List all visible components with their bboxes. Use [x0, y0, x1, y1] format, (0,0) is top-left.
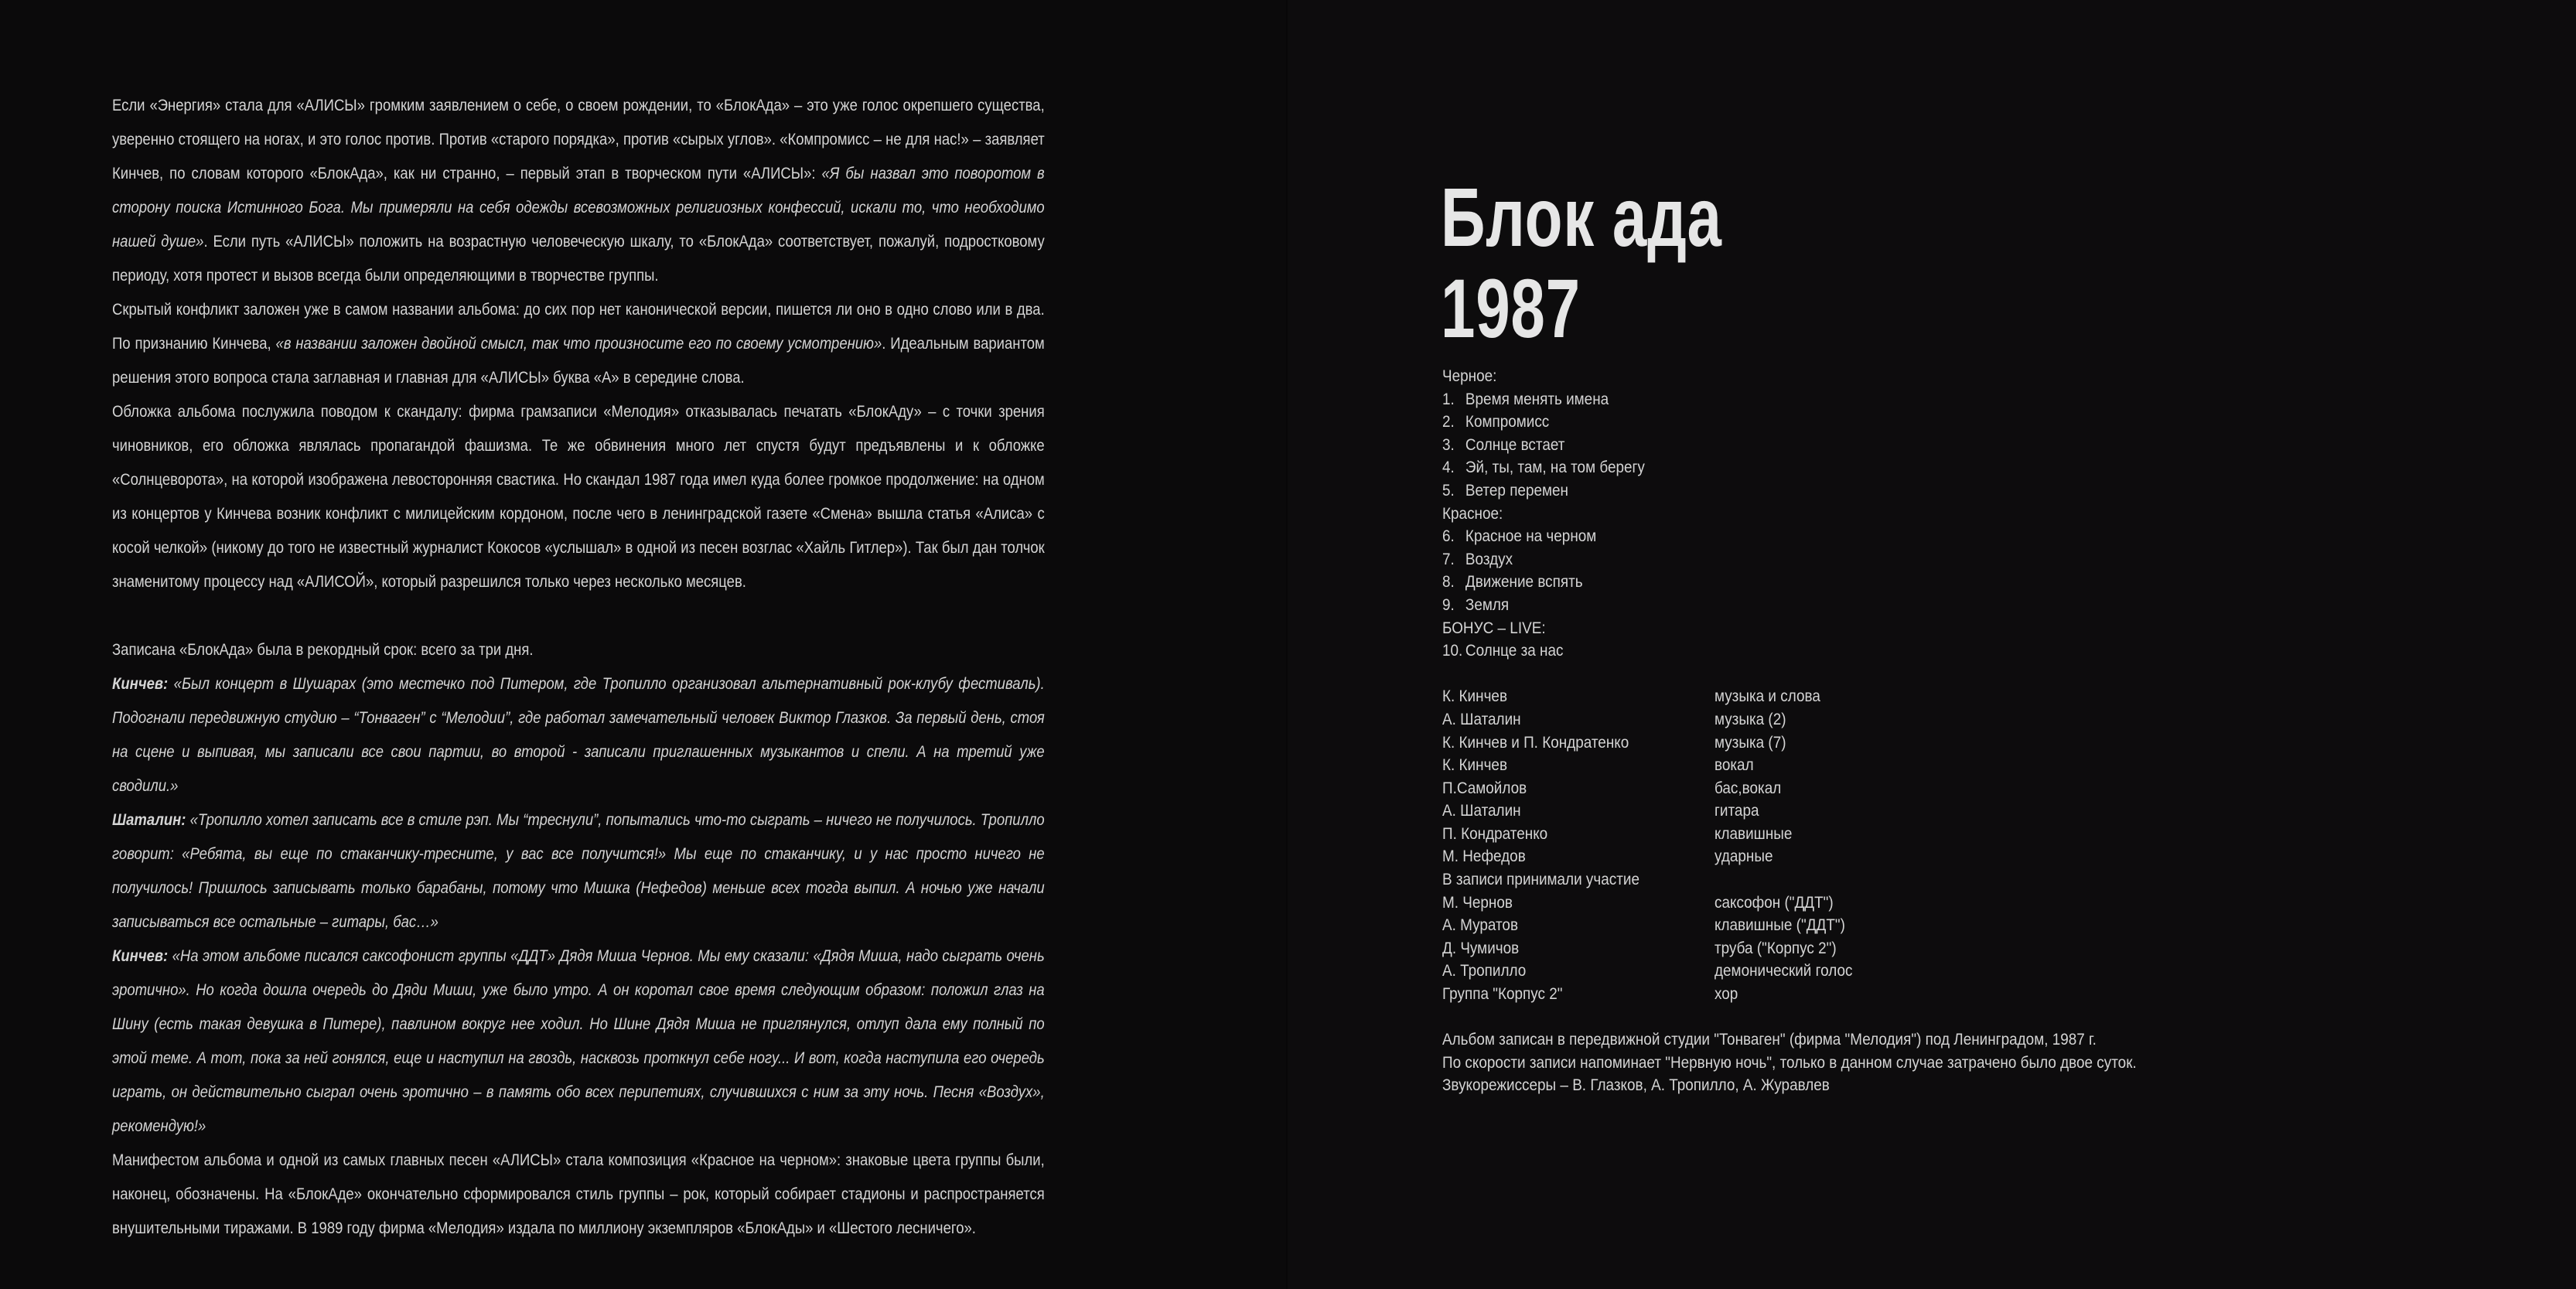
track-number: 6. — [1442, 527, 1455, 546]
credit-role: демонический голос — [1714, 961, 1853, 980]
essay-paragraph-4: Записана «БлокАда» была в рекордный срок: всего за три дня. — [112, 640, 534, 659]
credit-role: музыка и слова — [1714, 687, 1820, 706]
track-number: 2. — [1442, 412, 1455, 431]
track-item — [1442, 434, 2123, 457]
track-number: 7. — [1442, 549, 1455, 568]
track-number: 1. — [1442, 389, 1455, 408]
track-title: Компромисс — [1465, 412, 1550, 431]
track-item — [1442, 639, 2123, 663]
credit-person: А. Муратов — [1442, 916, 1519, 935]
credit-person: А. Тропилло — [1442, 961, 1527, 980]
credit-role: музыка (2) — [1714, 709, 1786, 728]
track-item — [1442, 594, 2123, 617]
tracklist — [1442, 365, 2123, 663]
credit-row — [1442, 892, 2123, 915]
credit-row — [1442, 731, 2123, 755]
track-item — [1442, 411, 2123, 434]
section-gap — [1442, 663, 2123, 686]
essay-paragraph-2: Скрытый конфликт заложен уже в самом названии альбома: до сих пор нет канонической версии, пишется ли оно в одно слово или в два. По признанию Кинчева, «в названии заложен двойной смысл, так что произносите его по своему усмотрению». Идеальным вариантом решения этого вопроса стала заглавная и главная для «АЛИСЫ» буква «А» в середине слова. — [112, 300, 1045, 387]
speaker-label: Шаталин: — [112, 810, 186, 829]
track-number: 5. — [1442, 480, 1455, 500]
track-title: Красное на черном — [1465, 527, 1597, 546]
credit-person: А. Шаталин — [1442, 709, 1521, 728]
essay-paragraph-1: Если «Энергия» стала для «АЛИСЫ» громким заявлением о себе, о своем рождении, то «БлокАда» – это уже голос окрепшего существа, уверенно стоящего на ногах, и это голос против. Против «старого порядка», против «сырых углов». «Компромисс – не для нас!» – заявляет Кинчев, по словам которого «БлокАда», как ни странно, – первый этап в творческом пути «АЛИСЫ»: «Я бы назвал это поворотом в сторону поиска Истинного Бога. Мы примеряли на себя одежды всевозможных религиозных конфессий, искали то, что необходимо нашей душе». Если путь «АЛИСЫ» положить на возрастную человеческую шкалу, то «БлокАда» соответствует, пожалуй, подростковому периоду, хотя протест и вызов всегда были определяющими в творчестве группы. — [112, 96, 1045, 285]
side-label: Черное: — [1442, 367, 1497, 385]
credit-role: бас,вокал — [1714, 778, 1782, 797]
credit-person: Группа "Корпус 2" — [1442, 984, 1563, 1004]
speaker-label: Кинчев: — [112, 674, 169, 693]
credit-row — [1442, 708, 2123, 731]
track-title: Солнце за нас — [1465, 641, 1564, 660]
side-a-tracks — [1442, 388, 2123, 503]
track-title: Солнце встает — [1465, 435, 1565, 454]
credit-person: А. Шаталин — [1442, 801, 1521, 820]
kinchev-quote-2: «в названии заложен двойной смысл, так что произносите его по своему усмотрению» — [275, 334, 882, 353]
credit-person: К. Кинчев — [1442, 755, 1508, 775]
credit-row — [1442, 685, 2123, 708]
credits — [1442, 685, 2123, 1005]
credit-role: ударные — [1714, 847, 1773, 866]
side-b-tracks — [1442, 525, 2123, 616]
album-title: Блок ада — [1441, 170, 1722, 264]
credit-person: М. Нефедов — [1442, 847, 1526, 866]
credit-role: саксофон ("ДДТ") — [1714, 892, 1834, 912]
credit-role: труба ("Корпус 2") — [1714, 938, 1837, 957]
credit-person: П. Кондратенко — [1442, 824, 1548, 843]
credit-row — [1442, 914, 2123, 937]
track-item — [1442, 456, 2123, 479]
bonus-label: БОНУС – LIVE: — [1442, 618, 1546, 637]
essay-paragraph-8: Манифестом альбома и одной из самых главных песен «АЛИСЫ» стала композиция «Красное на черном»: знаковые цвета группы были, наконец, обозначены. На «БлокАде» окончательно сформировался стиль группы – рок, который собирает стадионы и распространяется внушительными тиражами. В 1989 году фирма «Мелодия» издала по миллиону экземпляров «БлокАды» и «Шестого лесничего». — [112, 1151, 1045, 1237]
side-label: Красное: — [1442, 503, 1503, 523]
credit-person: К. Кинчев — [1442, 687, 1508, 706]
track-item — [1442, 388, 2123, 411]
notes-line: Альбом записан в передвижной студии "Тонваген" (фирма "Мелодия") под Ленинградом, 1987 г. — [1442, 1030, 2097, 1049]
speaker-label: Кинчев: — [112, 946, 169, 965]
essay-paragraph-6: Шаталин: «Тропилло хотел записать все в стиле рэп. Мы “треснули”, попытались что-то сыграть – ничего не получилось. Тропилло говорит: «Ребята, вы еще по стаканчику-тресните, у вас все получится!» Мы еще по стаканчику, и у нас просто ничего не получилось! Пришлось записывать только барабаны, потому что Мишка (Нефедов) меньше всех тогда выпил. А ночью уже начали записываться все остальные – гитары, бас…» — [112, 810, 1045, 931]
notes-line: Звукорежиссеры – В. Глазков, А. Тропилло, А. Журавлев — [1442, 1076, 1830, 1095]
credit-row — [1442, 960, 2123, 983]
kinchev-quote: «Я бы назвал это поворотом в сторону поиска Истинного Бога. Мы примеряли на себя одежды всевозможных религиозных конфессий, искали то, что необходимо нашей душе» — [112, 164, 1045, 251]
credit-row — [1442, 754, 2123, 777]
track-item — [1442, 571, 2123, 594]
essay-paragraph-5: Кинчев: «Был концерт в Шушарах (это местечко под Питером, где Тропилло организовал альтернативный рок-клубу фестиваль). Подогнали передвижную студию – “Тонваген” с “Мелодии”, где работал замечательный человек Виктор Глазков. За первый день, стоя на сцене и выпивая, мы записали все свои партии, во второй - записали приглашенных музыкантов и спели. А на третий уже сводили.» — [112, 674, 1045, 795]
member-credits — [1442, 685, 2123, 868]
credit-person: Д. Чумичов — [1442, 938, 1520, 957]
track-title: Земля — [1465, 595, 1510, 614]
credit-role: гитара — [1714, 801, 1759, 820]
track-title: Эй, ты, там, на том берегу — [1465, 458, 1645, 477]
track-number: 3. — [1442, 435, 1455, 454]
credit-person: М. Чернов — [1442, 892, 1513, 912]
credit-row — [1442, 983, 2123, 1006]
credit-role: вокал — [1714, 755, 1754, 775]
track-number: 4. — [1442, 458, 1455, 477]
album-info — [1442, 365, 2123, 1006]
track-title: Ветер перемен — [1465, 480, 1568, 500]
album-year: 1987 — [1441, 261, 1581, 355]
credit-row — [1442, 845, 2123, 868]
track-item — [1442, 525, 2123, 548]
essay-text — [112, 88, 1045, 1245]
track-title: Движение вспять — [1465, 572, 1583, 592]
paragraph-spacer — [112, 598, 1045, 633]
track-title: Воздух — [1465, 549, 1513, 568]
credit-row — [1442, 937, 2123, 960]
essay-paragraph-7: Кинчев: «На этом альбоме писался саксофонист группы «ДДТ» Дядя Миша Чернов. Мы ему сказали: «Дядя Миша, надо сыграть очень эротично». Но когда дошла очередь до Дяди Миши, уже было утро. А он коротал свое время следующим образом: положил глаз на Шину (есть такая девушка в Питере), павлином вокруг нее ходил. Но Шине Дядя Миша не приглянулся, отлуп дала ему полный по этой теме. А тот, пока за ней гонялся, еще и наступил на гвоздь, насквозь проткнул себе ногу... И вот, когда наступила его очередь играть, он действительно сыграл очень эротично – в память обо всех перипетиях, случившихся с ним за эту ночь. Песня «Воздух», рекомендую!» — [112, 946, 1045, 1135]
credit-row — [1442, 800, 2123, 823]
credit-role: клавишные — [1714, 824, 1793, 843]
track-item — [1442, 548, 2123, 571]
album-title-block — [1441, 172, 1722, 354]
track-number: 8. — [1442, 572, 1455, 592]
notes-line: По скорости записи напоминает "Нервную ночь", только в данном случае затрачено было двое суток. — [1442, 1052, 2137, 1072]
guest-credits — [1442, 892, 2123, 1006]
essay-paragraph-3: Обложка альбома послужила поводом к скандалу: фирма грамзаписи «Мелодия» отказывалась печатать «БлокАду» – с точки зрения чиновников, его обложка являлась пропагандой фашизма. Те же обвинения много лет спустя будут предъявлены и к обложке «Солнцеворота», на которой изображена левосторонняя свастика. Но скандал 1987 года имел куда более громкое продолжение: на одном из концертов у Кинчева возник конфликт с милицейским кордоном, после чего в ленинградской газете «Смена» вышла статья «Алиса» с косой челкой» (никому до того не известный журналист Кокосов «услышал» в одной из песен возглас «Хайль Гитлер»). Так был дан толчок знаменитому процессу над «АЛИСОЙ», который разрешился только через несколько месяцев. — [112, 402, 1045, 591]
credit-person: П.Самойлов — [1442, 778, 1527, 797]
credit-row — [1442, 823, 2123, 846]
credit-role: хор — [1714, 984, 1738, 1004]
recording-notes — [1442, 1028, 2137, 1097]
credit-row — [1442, 777, 2123, 800]
credit-role: клавишные ("ДДТ") — [1714, 916, 1845, 935]
guests-label: В записи принимали участие — [1442, 870, 1639, 889]
credit-person: К. Кинчев и П. Кондратенко — [1442, 732, 1629, 752]
track-item — [1442, 479, 2123, 503]
track-number: 9. — [1442, 595, 1455, 614]
bonus-tracks — [1442, 639, 2123, 663]
track-title: Время менять имена — [1465, 389, 1609, 408]
track-number: 10. — [1442, 641, 1463, 660]
credit-role: музыка (7) — [1714, 732, 1786, 752]
